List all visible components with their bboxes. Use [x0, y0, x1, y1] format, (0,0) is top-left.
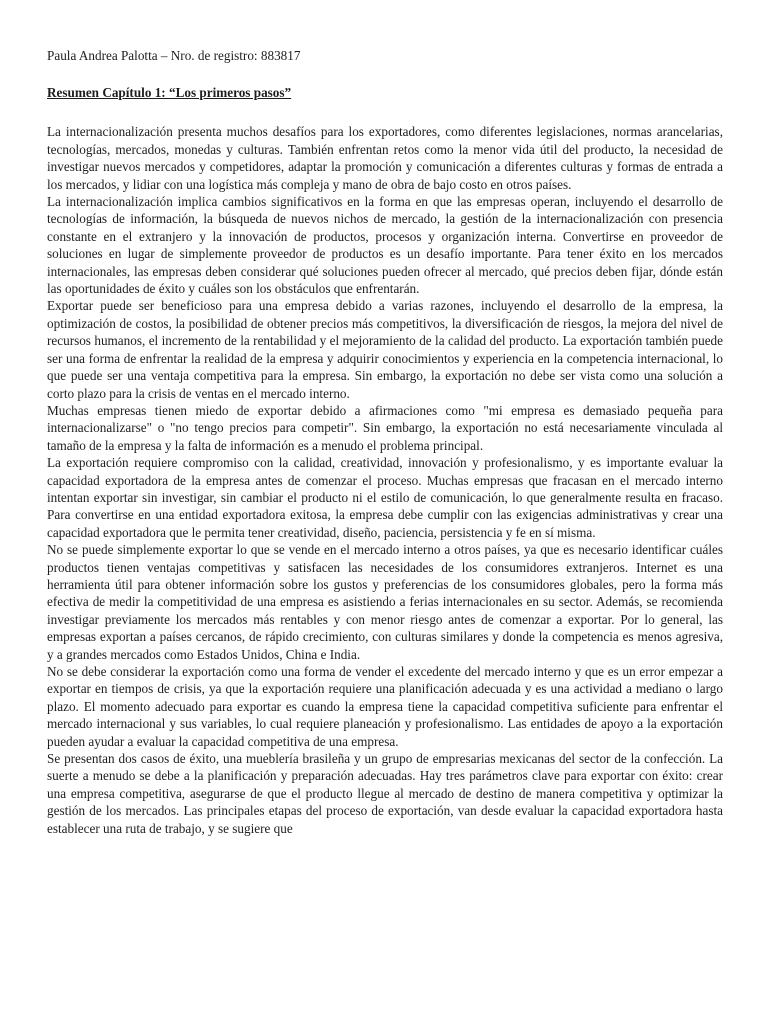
paragraph-4: Muchas empresas tienen miedo de exportar debido a afirmaciones como "mi empresa es demasiado pequeña para internacionalizarse" o "no tengo precios para competir". Sin embargo, la exportación no está necesariamente vinculada al tamaño de la empresa y la falta de información es a menudo el problema principal.	[47, 402, 723, 453]
paragraph-6: No se puede simplemente exportar lo que se vende en el mercado interno a otros países, ya que es necesario identificar cuáles productos tienen ventajas competitivas y satisfacen las necesidades de los consumidores extranjeros. Internet es una herramienta útil para obtener información sobre los gustos y preferencias de los consumidores globales, pero la forma más efectiva de medir la competitividad de una empresa es asistiendo a ferias internacionales en su sector. Además, se recomienda investigar previamente los mercados más rentables y con menor riesgo antes de comenzar a exportar. Por lo general, las empresas exportan a países cercanos, de rápido crecimiento, con culturas similares y donde la competencia es menos agresiva, y a grandes mercados como Estados Unidos, China e India.	[47, 542, 723, 662]
paragraph-1: La internacionalización presenta muchos desafíos para los exportadores, como diferentes legislaciones, normas arancelarias, tecnologías, mercados, monedas y culturas. También enfrentan retos como la menor vida útil del producto, la necesidad de investigar nuevos mercados y competidores, adaptar la promoción y comunicación a diferentes culturas y formas de entrada a los mercados, y lidiar con una logística más compleja y mano de obra de bajo costo en otros países.	[47, 124, 723, 192]
paragraph-3: Exportar puede ser beneficioso para una empresa debido a varias razones, incluyendo el desarrollo de la empresa, la optimización de costos, la posibilidad de obtener precios más competitivos, la diversificación de riesgos, la mejora del nivel de recursos humanos, el incremento de la rentabilidad y el mejoramiento de la calidad del producto. La exportación también puede ser una forma de enfrentar la realidad de la empresa y adquirir conocimientos y experiencia en la competencia internacional, lo que puede ser una ventaja competitiva para la empresa. Sin embargo, la exportación no debe ser vista como una solución a corto plazo para la crisis de ventas en el mercado interno.	[47, 298, 723, 401]
paragraph-5: La exportación requiere compromiso con la calidad, creatividad, innovación y profesionalismo, y es importante evaluar la capacidad exportadora de la empresa antes de comenzar el proceso. Muchas empresas que fracasan en el mercado interno intentan exportar sin investigar, sin cambiar el producto ni el estilo de comunicación, lo que generalmente resulta en fracaso. Para convertirse en una entidad exportadora exitosa, la empresa debe cumplir con las exigencias administrativas y crear una capacidad exportadora que le permita tener creatividad, diseño, paciencia, persistencia y fe en sí misma.	[47, 455, 723, 540]
paragraph-2: La internacionalización implica cambios significativos en la forma en que las empresas operan, incluyendo el desarrollo de tecnologías de información, la búsqueda de nuevos nichos de mercado, la gestión de la internacionalización con presencia constante en el extranjero y la innovación de productos, procesos y organización interna. Convertirse en proveedor de soluciones en lugar de simplemente proveedor de productos es un desafío importante. Para tener éxito en los mercados internacionales, las empresas deben considerar qué soluciones pueden ofrecer al mercado, qué precios deben fijar, dónde están las oportunidades de éxito y cuáles son los obstáculos que enfrentarán.	[47, 194, 723, 297]
author-header: Paula Andrea Palotta – Nro. de registro: 883817	[47, 48, 301, 63]
document-page	[47, 47, 723, 1017]
document-title: Resumen Capítulo 1: “Los primeros pasos”	[47, 85, 292, 100]
document-body	[47, 123, 723, 837]
paragraph-8: Se presentan dos casos de éxito, una mueblería brasileña y un grupo de empresarias mexicanas del sector de la confección. La suerte a menudo se debe a la planificación y preparación adecuadas. Hay tres parámetros clave para exportar con éxito: crear una empresa competitiva, asegurarse de que el producto llegue al mercado de destino de manera competitiva y optimizar la gestión de los mercados. Las principales etapas del proceso de exportación, van desde evaluar la capacidad exportadora hasta establecer una ruta de trabajo, y se sugiere que	[47, 751, 723, 836]
paragraph-7: No se debe considerar la exportación como una forma de vender el excedente del mercado interno y que es un error empezar a exportar en tiempos de crisis, ya que la exportación requiere una planificación adecuada y es una actividad a mediano o largo plazo. El momento adecuado para exportar es cuando la empresa tiene la capacidad competitiva suficiente para enfrentar el mercado internacional y sus variables, lo cual requiere planeación y profesionalismo. Las entidades de apoyo a la exportación pueden ayudar a evaluar la capacidad competitiva de una empresa.	[47, 664, 723, 749]
